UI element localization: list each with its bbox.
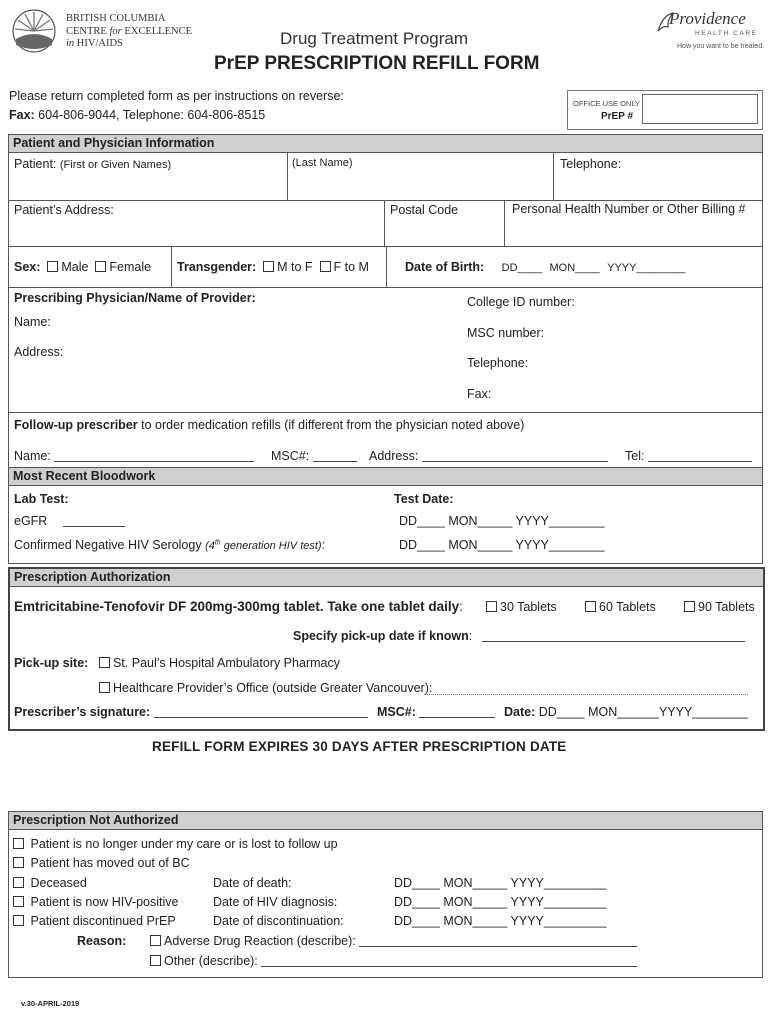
date-of-discontinuation-field[interactable]: DD____ MON_____ YYYY_________ [394,914,607,928]
followup-tel-input[interactable] [648,450,752,462]
drug-line: Emtricitabine-Tenofovir DF 200mg-300mg tablet. Take one tablet daily: [14,599,463,614]
section-header: Most Recent Bloodwork [9,468,762,486]
phn-field[interactable]: Personal Health Number or Other Billing # [512,202,746,216]
patient-last-name-field[interactable]: (Last Name) [292,157,353,169]
st-pauls-checkbox[interactable] [99,657,110,668]
followup-prescriber-label: Follow-up prescriber to order medication refills (if different from the physician noted above) [14,418,525,432]
egfr-input[interactable] [63,515,125,527]
reason-hiv-positive[interactable]: Patient is now HIV-positive [13,895,178,909]
adverse-reaction-input[interactable] [359,935,637,947]
expiry-notice: REFILL FORM EXPIRES 30 DAYS AFTER PRESCRIPTION DATE [152,739,567,754]
prescriber-msc-input[interactable] [419,706,495,718]
adverse-reaction-option[interactable]: Adverse Drug Reaction (describe): [150,934,637,948]
physician-fax-field[interactable]: Fax: [467,387,492,401]
reason-label: Reason: [77,934,127,948]
prescribing-physician-label: Prescribing Physician/Name of Provider: [14,291,256,305]
dob-row[interactable]: Date of Birth: DD____ MON____ YYYY________ [405,260,686,274]
pickup-date-input[interactable] [482,630,745,642]
prep-number-field[interactable] [642,94,758,124]
program-name: Drug Treatment Program [280,29,469,48]
date-of-discontinuation-label: Date of discontinuation: [213,914,344,928]
physician-name-field[interactable]: Name: [14,315,51,329]
physician-telephone-field[interactable]: Telephone: [467,356,529,370]
fax-line: Fax: 604-806-9044, Telephone: 604-806-8515 [9,108,266,122]
followup-address-input[interactable] [422,450,608,462]
patient-first-name-field[interactable]: Patient: (First or Given Names) [14,157,172,171]
followup-msc-input[interactable] [313,450,357,462]
male-checkbox[interactable] [47,261,58,272]
office-use-box: OFFICE USE ONLY PrEP # [567,90,763,130]
reason-lost-follow-up[interactable]: Patient is no longer under my care or is lost to follow up [13,837,338,851]
other-reason-input[interactable] [261,955,637,967]
followup-name-input[interactable] [54,450,254,462]
version-label: v.30-APRIL-2019 [21,999,80,1008]
date-of-death-label: Date of death: [213,876,292,890]
signature-row: Prescriber’s signature: [14,705,368,719]
adverse-reaction-checkbox[interactable] [150,935,161,946]
date-of-hiv-diagnosis-label: Date of HIV diagnosis: [213,895,338,909]
sex-row: Sex: Male Female [14,260,152,274]
provider-office-input[interactable] [424,683,748,695]
pickup-date-row: Specify pick-up date if known: [293,629,745,643]
reason-discontinued[interactable]: Patient discontinued PrEP [13,914,176,928]
pickup-site-label: Pick-up site: [14,656,89,670]
section-header: Prescription Not Authorized [9,812,762,830]
egfr-row: eGFR [14,514,125,528]
patient-address-field[interactable]: Patient’s Address: [14,203,114,217]
qty-60-checkbox[interactable] [585,601,596,612]
qty-90-checkbox[interactable] [684,601,695,612]
date-of-hiv-diagnosis-field[interactable]: DD____ MON_____ YYYY_________ [394,895,607,909]
transgender-row: Transgender: M to F F to M [177,260,369,274]
female-checkbox[interactable] [95,261,106,272]
bc-centre-logo [12,9,56,53]
reason-deceased[interactable]: Deceased [13,876,87,890]
msc-number-field[interactable]: MSC number: [467,326,545,340]
serology-row: Confirmed Negative HIV Serology (4th generation HIV test): [14,538,326,552]
section-header: Patient and Physician Information [9,135,762,153]
physician-address-field[interactable]: Address: [14,345,64,359]
qty-60-option[interactable]: 60 Tablets [585,600,656,614]
page-title: PrEP PRESCRIPTION REFILL FORM [214,53,540,74]
qty-30-option[interactable]: 30 Tablets [486,600,557,614]
test-date-label: Test Date: [394,492,454,506]
qty-90-option[interactable]: 90 Tablets [684,600,755,614]
m-to-f-checkbox[interactable] [263,261,274,272]
patient-telephone-field[interactable]: Telephone: [560,157,622,171]
providence-logo: Providence HEALTH CARE How you want to be treated. [655,9,765,54]
site-provider-office-option[interactable]: Healthcare Provider’s Office (outside Greater Vancouver): [99,681,432,695]
postal-code-field[interactable]: Postal Code [390,203,459,217]
site-st-pauls-option[interactable]: St. Paul’s Hospital Ambulatory Pharmacy [99,656,340,670]
serology-date[interactable]: DD____ MON_____ YYYY________ [399,538,605,552]
authorization-date[interactable]: Date: DD____ MON______YYYY________ [504,705,748,719]
lab-test-label: Lab Test: [14,492,69,506]
f-to-m-checkbox[interactable] [320,261,331,272]
followup-row: Name: [14,449,254,463]
sunburst-logo-icon [12,9,56,53]
signature-input[interactable] [154,706,368,718]
college-id-field[interactable]: College ID number: [467,295,575,309]
return-instructions: Please return completed form as per instructions on reverse: [9,89,344,103]
provider-office-checkbox[interactable] [99,682,110,693]
egfr-date[interactable]: DD____ MON_____ YYYY________ [399,514,605,528]
reason-moved[interactable]: Patient has moved out of BC [13,856,190,870]
date-of-death-field[interactable]: DD____ MON_____ YYYY_________ [394,876,607,890]
other-reason-option[interactable]: Other (describe): [150,954,637,968]
qty-30-checkbox[interactable] [486,601,497,612]
section-header: Prescription Authorization [10,569,763,587]
centre-name: BRITISH COLUMBIA CENTRE for EXCELLENCE in HIV/AIDS [66,13,193,49]
other-reason-checkbox[interactable] [150,955,161,966]
